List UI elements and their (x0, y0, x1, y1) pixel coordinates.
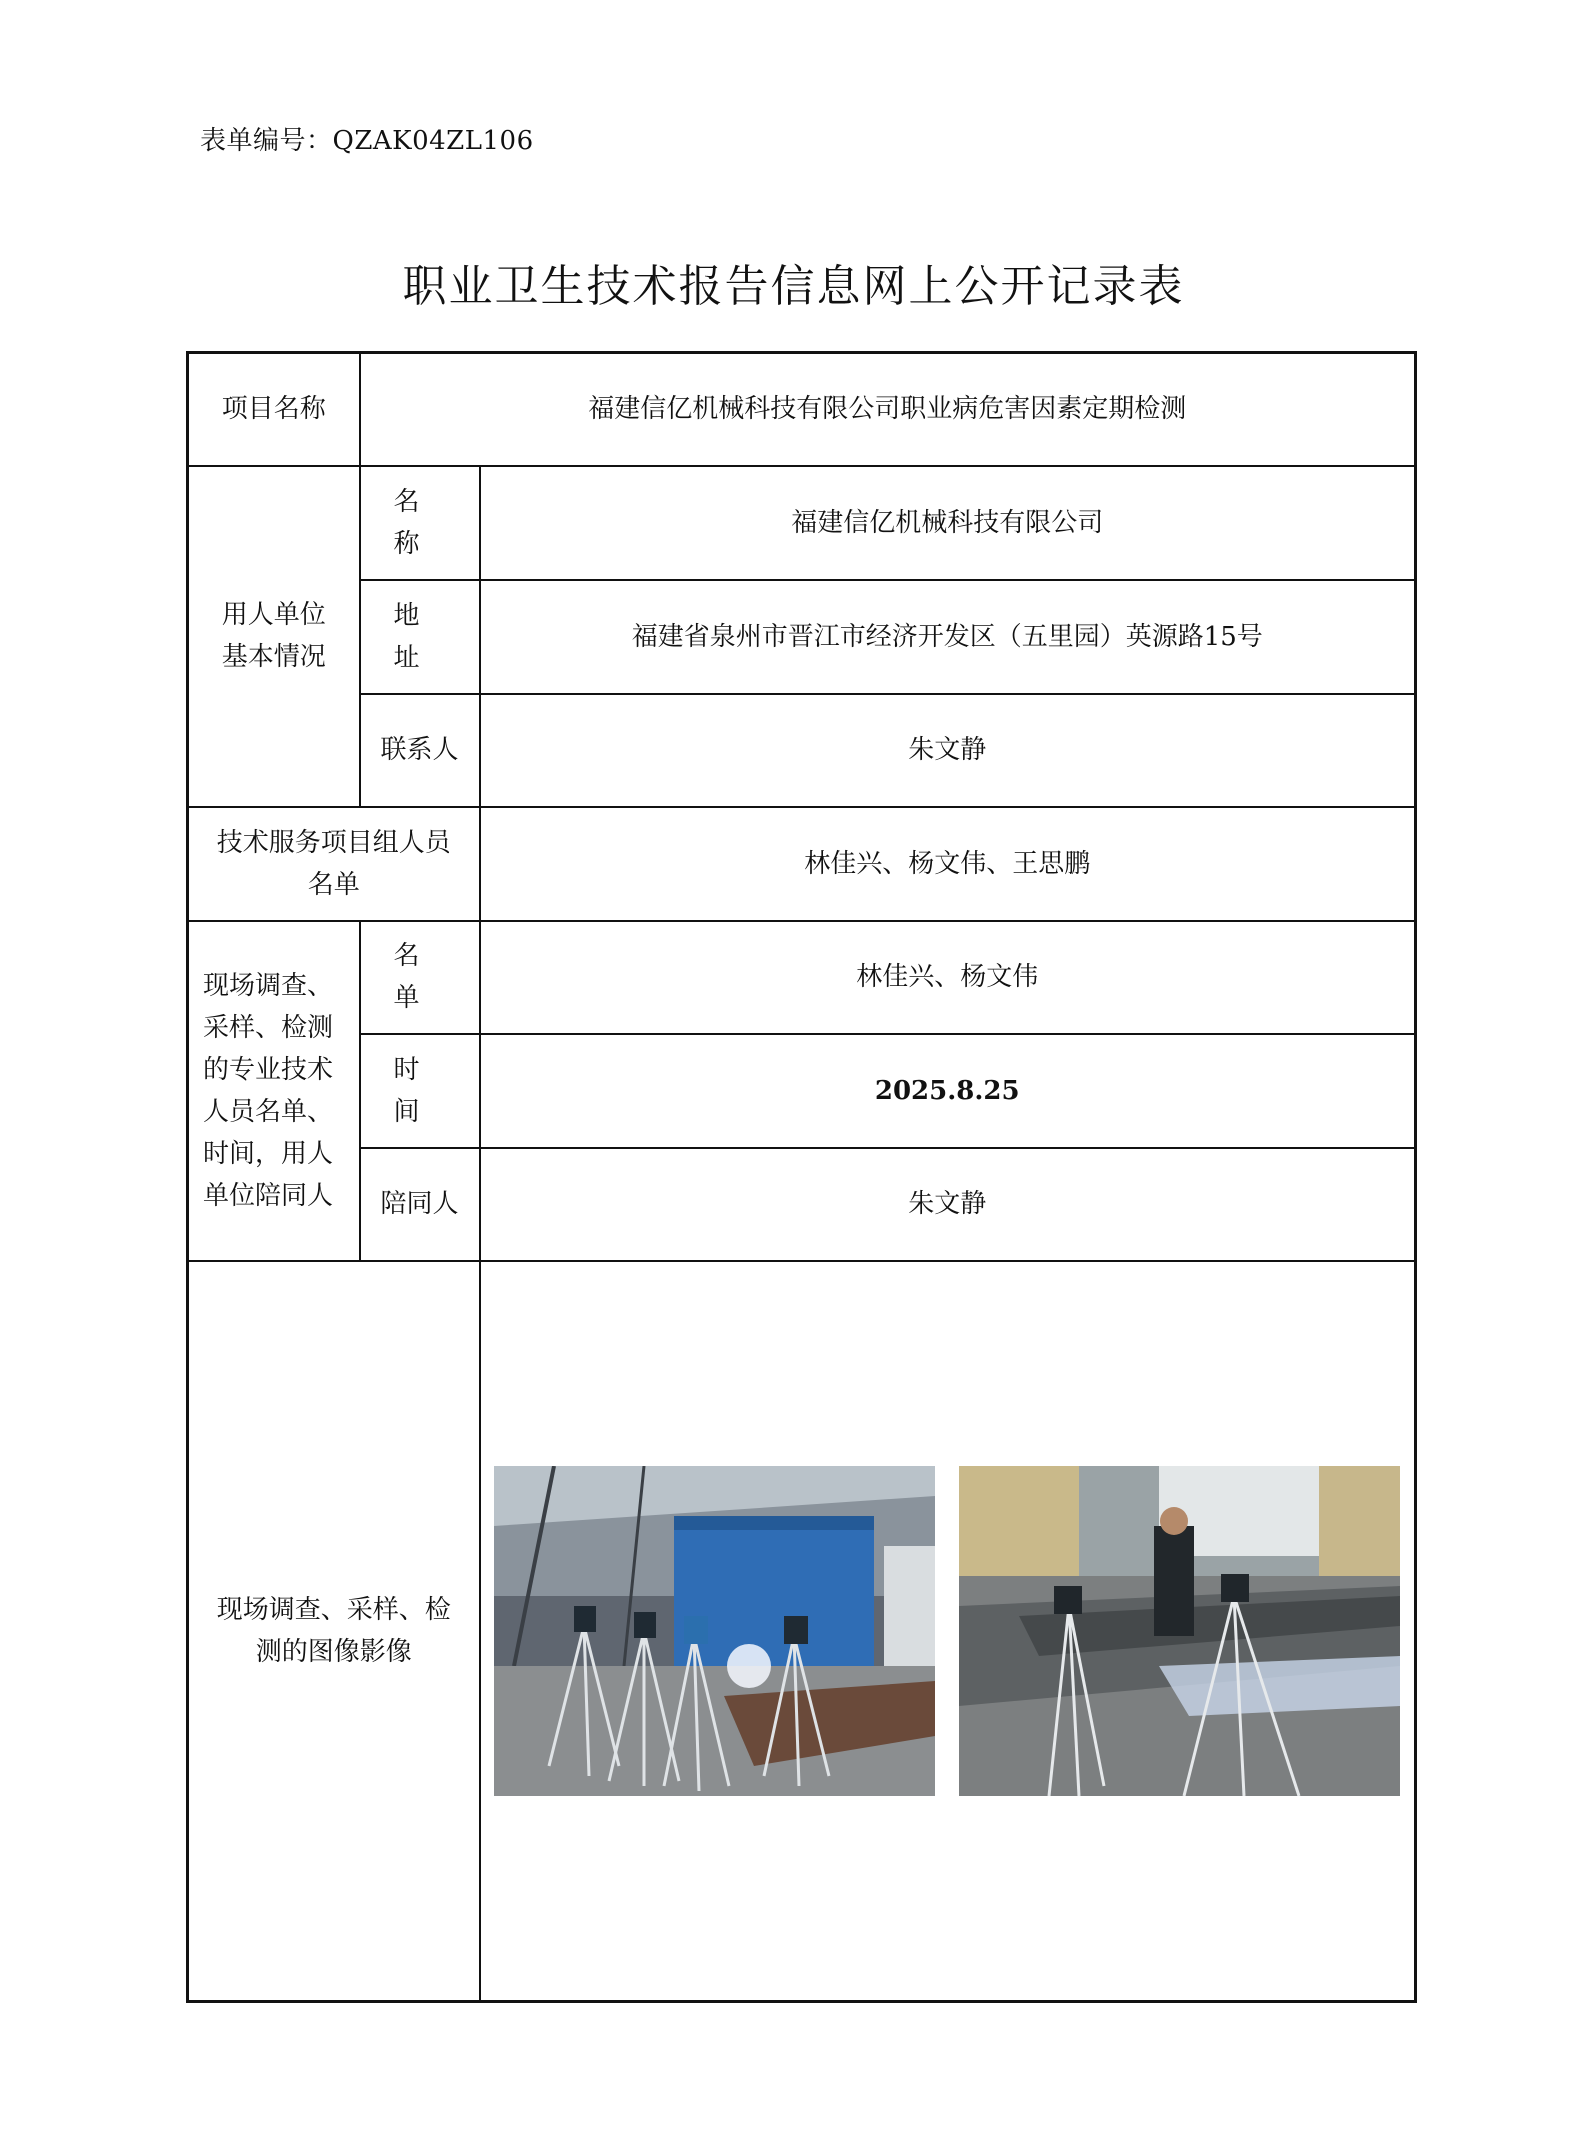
photo-strip (481, 1466, 1415, 1796)
record-table (186, 351, 1417, 2003)
row-team (188, 807, 1416, 921)
employer-contact-label: 联系人 (360, 694, 480, 807)
employer-info-label: 用人单位 基本情况 (188, 466, 360, 807)
images-label: 现场调查、采样、检 测的图像影像 (188, 1261, 480, 2002)
form-number: 表单编号：QZAK04ZL106 (200, 126, 534, 156)
workshop-sampling-photo-2 (959, 1466, 1400, 1796)
employer-name-label: 名 称 (360, 466, 480, 580)
row-project-name (188, 353, 1416, 466)
row-images (188, 1261, 1416, 2002)
survey-names-value: 林佳兴、杨文伟 (480, 921, 1416, 1034)
row-employer-address (188, 580, 1416, 694)
row-survey-escort (188, 1148, 1416, 1261)
workshop-sampling-photo-1 (494, 1466, 935, 1796)
row-employer-name (188, 466, 1416, 580)
row-employer-contact (188, 694, 1416, 807)
survey-label: 现场调查、 采样、检测 的专业技术 人员名单、 时间，用人 单位陪同人 (188, 921, 360, 1261)
row-survey-names (188, 921, 1416, 1034)
images-cell (480, 1261, 1416, 2002)
row-survey-date (188, 1034, 1416, 1148)
document-title: 职业卫生技术报告信息网上公开记录表 (402, 261, 1185, 312)
team-label: 技术服务项目组人员 名单 (188, 807, 480, 921)
survey-date-value: 2025.8.25 (480, 1034, 1416, 1148)
employer-address-label: 地 址 (360, 580, 480, 694)
survey-date-label: 时 间 (360, 1034, 480, 1148)
team-value: 林佳兴、杨文伟、王思鹏 (480, 807, 1416, 921)
employer-name-value: 福建信亿机械科技有限公司 (480, 466, 1416, 580)
survey-names-label: 名 单 (360, 921, 480, 1034)
project-name-value: 福建信亿机械科技有限公司职业病危害因素定期检测 (360, 353, 1416, 466)
employer-contact-value: 朱文静 (480, 694, 1416, 807)
project-name-label: 项目名称 (188, 353, 360, 466)
survey-escort-label: 陪同人 (360, 1148, 480, 1261)
survey-escort-value: 朱文静 (480, 1148, 1416, 1261)
employer-address-value: 福建省泉州市晋江市经济开发区（五里园）英源路15号 (480, 580, 1416, 694)
